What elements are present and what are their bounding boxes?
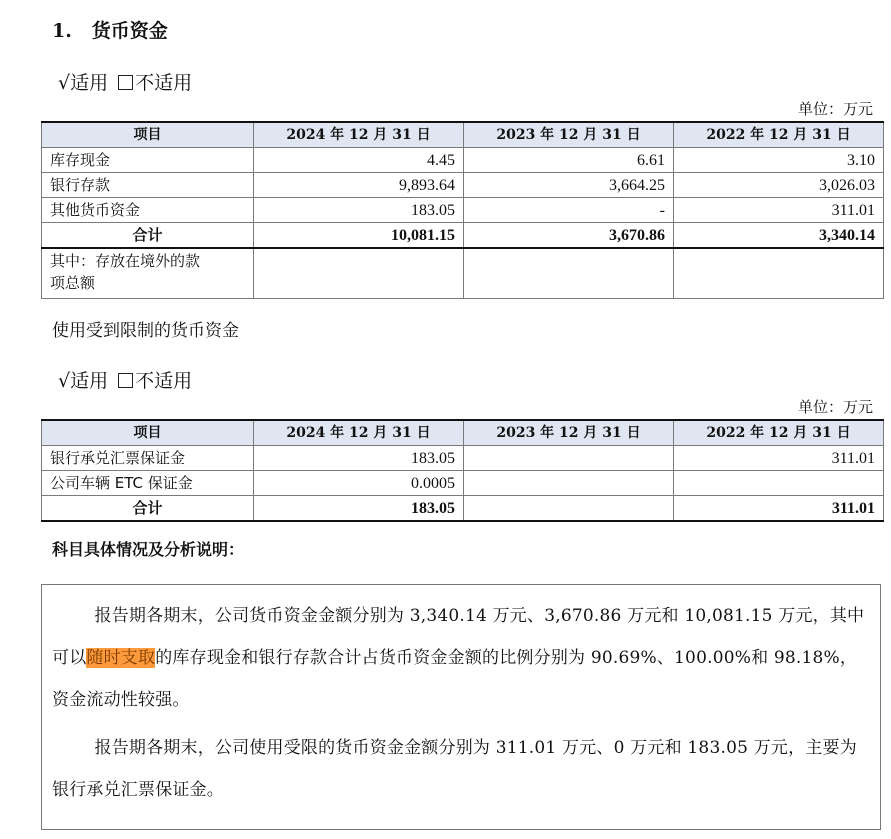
cash-table bbox=[41, 121, 884, 299]
overseas-2023 bbox=[464, 248, 674, 299]
header-2022: 2022 年 12 月 31 日 bbox=[674, 122, 884, 148]
cell-2023 bbox=[464, 471, 674, 496]
row-label: 库存现金 bbox=[42, 148, 254, 173]
applicable-no: 不适用 bbox=[135, 72, 193, 94]
restricted-title: 使用受到限制的货币资金 bbox=[52, 321, 239, 341]
total-row bbox=[42, 223, 884, 249]
unit-label-1: 单位：万元 bbox=[797, 100, 873, 118]
header-2024: 2024 年 12 月 31 日 bbox=[254, 420, 464, 446]
total-2023 bbox=[464, 496, 674, 522]
table-row bbox=[42, 148, 884, 173]
section-title: 货币资金 bbox=[91, 20, 168, 42]
header-2023: 2023 年 12 月 31 日 bbox=[464, 122, 674, 148]
overseas-row bbox=[42, 248, 884, 299]
overseas-2022 bbox=[674, 248, 884, 299]
overseas-2024 bbox=[254, 248, 464, 299]
total-2024: 10,081.15 bbox=[254, 223, 464, 249]
analysis-title: 科目具体情况及分析说明： bbox=[52, 540, 245, 559]
applicability-row-1 bbox=[58, 68, 192, 95]
table-header-row bbox=[42, 122, 884, 148]
cell-2022: 3.10 bbox=[674, 148, 884, 173]
total-2022: 311.01 bbox=[674, 496, 884, 522]
header-2024: 2024 年 12 月 31 日 bbox=[254, 122, 464, 148]
cell-2024: 9,893.64 bbox=[254, 173, 464, 198]
header-2023: 2023 年 12 月 31 日 bbox=[464, 420, 674, 446]
table-header-row bbox=[42, 420, 884, 446]
analysis-box bbox=[41, 584, 881, 830]
cell-2022 bbox=[674, 471, 884, 496]
header-2022: 2022 年 12 月 31 日 bbox=[674, 420, 884, 446]
unit-label-2: 单位：万元 bbox=[797, 398, 873, 416]
overseas-label-line1: 其中：存放在境外的款 bbox=[50, 252, 201, 270]
cell-2022: 3,026.03 bbox=[674, 173, 884, 198]
header-item: 项目 bbox=[42, 122, 254, 148]
table-row bbox=[42, 173, 884, 198]
table-row bbox=[42, 471, 884, 496]
cell-2024: 183.05 bbox=[254, 198, 464, 223]
section-heading bbox=[52, 16, 168, 43]
applicable-yes: √适用 bbox=[58, 72, 109, 94]
cell-2023: - bbox=[464, 198, 674, 223]
cell-2023 bbox=[464, 446, 674, 471]
highlighted-text: 随时支取 bbox=[86, 648, 156, 668]
total-2024: 183.05 bbox=[254, 496, 464, 522]
cell-2024: 4.45 bbox=[254, 148, 464, 173]
total-row bbox=[42, 496, 884, 522]
checkbox-icon bbox=[118, 373, 133, 388]
cell-2023: 3,664.25 bbox=[464, 173, 674, 198]
overseas-label-line2: 项总额 bbox=[50, 274, 96, 292]
total-2022: 3,340.14 bbox=[674, 223, 884, 249]
row-label: 其他货币资金 bbox=[42, 198, 254, 223]
cell-2022: 311.01 bbox=[674, 446, 884, 471]
total-label: 合计 bbox=[42, 223, 254, 249]
p1-text-b: 的库存现金和银行存款合计占货币资金金额的比例分别为 90.69%、100.00%和 98.18%，资金流动性较强。 bbox=[52, 648, 858, 710]
overseas-label bbox=[42, 248, 254, 299]
cell-2024: 183.05 bbox=[254, 446, 464, 471]
row-label: 银行承兑汇票保证金 bbox=[42, 446, 254, 471]
table-row bbox=[42, 446, 884, 471]
applicable-yes: √适用 bbox=[58, 370, 109, 392]
analysis-paragraph-1 bbox=[52, 595, 872, 721]
cell-2023: 6.61 bbox=[464, 148, 674, 173]
checkbox-icon bbox=[118, 75, 133, 90]
table-row bbox=[42, 198, 884, 223]
analysis-paragraph-2: 报告期各期末，公司使用受限的货币资金金额分别为 311.01 万元、0 万元和 183.05 万元，主要为银行承兑汇票保证金。 bbox=[52, 738, 857, 800]
p1-text-a: 报告期各期末，公司货币资金金额分别为 3,340.14 万元、3,670.86 万元和 10,081.15 万元，其中可以 bbox=[52, 606, 865, 668]
applicability-row-2 bbox=[58, 366, 192, 393]
cell-2022: 311.01 bbox=[674, 198, 884, 223]
applicable-no: 不适用 bbox=[135, 370, 193, 392]
section-number: 1. bbox=[52, 20, 72, 42]
header-item: 项目 bbox=[42, 420, 254, 446]
row-label: 公司车辆 ETC 保证金 bbox=[42, 471, 254, 496]
restricted-table bbox=[41, 419, 884, 522]
total-2023: 3,670.86 bbox=[464, 223, 674, 249]
total-label: 合计 bbox=[42, 496, 254, 522]
row-label: 银行存款 bbox=[42, 173, 254, 198]
cell-2024: 0.0005 bbox=[254, 471, 464, 496]
